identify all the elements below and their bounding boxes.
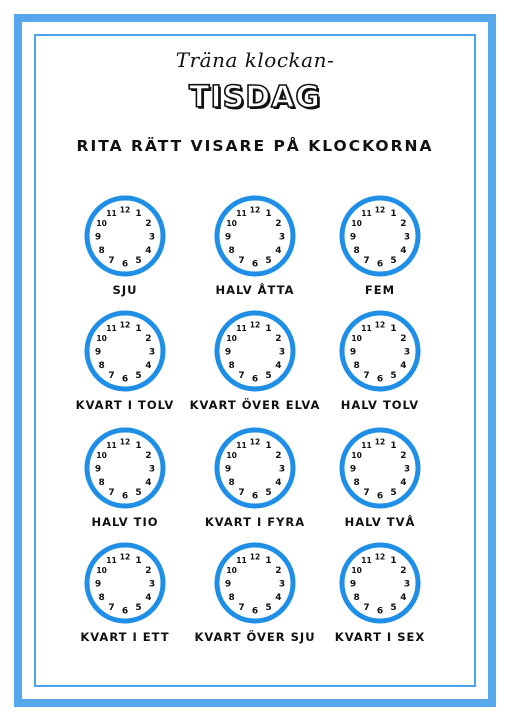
clock-time-label: HALV TOLV <box>340 398 420 412</box>
clock-time-label: KVART I ETT <box>80 630 170 644</box>
clock-number: 7 <box>108 602 115 613</box>
clock-number: 4 <box>400 593 407 603</box>
clock-number: 9 <box>349 347 357 358</box>
clock-number: 1 <box>135 556 142 567</box>
clock-number: 6 <box>121 374 129 385</box>
clock-face[interactable] <box>212 425 298 511</box>
clock-number: 12 <box>374 552 386 562</box>
clock-number: 11 <box>236 556 247 566</box>
clock-number: 5 <box>265 255 272 266</box>
clock-number: 2 <box>145 451 152 461</box>
clock-number: 12 <box>249 552 261 562</box>
clock-number: 1 <box>390 209 397 220</box>
clock-face[interactable] <box>337 193 423 279</box>
clock-number: 2 <box>400 219 407 229</box>
clock-number: 7 <box>238 255 245 266</box>
clock-number: 1 <box>135 441 142 452</box>
clock-number: 6 <box>376 259 384 270</box>
day-title: TISDAG <box>189 80 321 115</box>
clock-number: 10 <box>226 334 237 343</box>
clock-face[interactable] <box>337 540 423 626</box>
clock-number: 12 <box>249 320 261 330</box>
clock-number: 11 <box>236 324 247 334</box>
clock-number: 9 <box>224 464 232 475</box>
clock-number: 8 <box>228 593 235 603</box>
clock-number: 8 <box>228 478 235 488</box>
clock-number: 2 <box>145 219 152 229</box>
clock-face[interactable] <box>212 193 298 279</box>
clock-number: 5 <box>135 487 142 498</box>
clock-number: 10 <box>226 566 237 575</box>
clock-number: 4 <box>275 593 282 603</box>
clock-number: 3 <box>148 464 156 475</box>
clock-number: 3 <box>278 347 286 358</box>
clock-number: 5 <box>390 487 397 498</box>
clock-number: 9 <box>349 464 357 475</box>
clock-number: 10 <box>96 219 107 228</box>
clock-number: 6 <box>121 491 129 502</box>
clock-number: 4 <box>275 361 282 371</box>
clock-time-label: HALV TVÅ <box>344 515 416 529</box>
clock-number: 11 <box>361 441 372 451</box>
clock-number: 7 <box>363 602 370 613</box>
clock-number: 2 <box>400 451 407 461</box>
clock-number: 3 <box>403 579 411 590</box>
clock-number: 5 <box>265 370 272 381</box>
clock-number: 2 <box>145 334 152 344</box>
clock-number: 9 <box>224 579 232 590</box>
clock-number: 4 <box>400 478 407 488</box>
clock-number: 10 <box>226 451 237 460</box>
clock-number: 11 <box>361 324 372 334</box>
clock-face[interactable] <box>82 425 168 511</box>
clock-number: 6 <box>376 374 384 385</box>
clock-number: 6 <box>251 374 259 385</box>
clock-number: 2 <box>400 334 407 344</box>
clock-number: 11 <box>106 556 117 566</box>
clock-number: 7 <box>238 487 245 498</box>
clock-number: 11 <box>361 209 372 219</box>
clock-number: 4 <box>275 478 282 488</box>
clock-face[interactable] <box>212 308 298 394</box>
clock-number: 10 <box>351 334 362 343</box>
instruction-heading: RITA RÄTT VISARE PÅ KLOCKORNA <box>76 137 434 155</box>
clock-number: 5 <box>390 602 397 613</box>
clock-number: 10 <box>96 566 107 575</box>
clock-number: 1 <box>135 324 142 335</box>
clock-number: 2 <box>400 566 407 576</box>
clock-face[interactable] <box>82 308 168 394</box>
clock-number: 10 <box>351 566 362 575</box>
clock-number: 6 <box>376 491 384 502</box>
clock-face[interactable] <box>82 193 168 279</box>
clock-item <box>65 425 185 555</box>
clock-number: 5 <box>390 370 397 381</box>
clock-item <box>195 540 315 670</box>
clock-number: 12 <box>119 320 131 330</box>
clock-number: 11 <box>106 209 117 219</box>
clock-number: 10 <box>96 451 107 460</box>
clock-number: 7 <box>108 255 115 266</box>
clock-number: 9 <box>349 579 357 590</box>
clock-number: 5 <box>135 370 142 381</box>
clock-number: 8 <box>98 478 105 488</box>
clock-time-label: KVART I TOLV <box>75 398 175 412</box>
clock-item <box>195 425 315 555</box>
clock-number: 8 <box>98 246 105 256</box>
clock-number: 8 <box>98 593 105 603</box>
clock-number: 8 <box>353 593 360 603</box>
clock-number: 2 <box>275 334 282 344</box>
clock-number: 7 <box>363 487 370 498</box>
clock-number: 6 <box>251 606 259 617</box>
clock-face[interactable] <box>337 425 423 511</box>
clock-time-label: FEM <box>364 283 396 297</box>
clock-item <box>320 308 440 438</box>
clock-time-label: HALV TIO <box>91 515 159 529</box>
clock-number: 1 <box>390 324 397 335</box>
clock-item <box>189 308 321 438</box>
clock-item <box>320 193 440 323</box>
clock-number: 9 <box>94 347 102 358</box>
clock-number: 5 <box>390 255 397 266</box>
clock-number: 9 <box>224 347 232 358</box>
clock-item <box>195 193 315 323</box>
clock-number: 8 <box>353 478 360 488</box>
clock-number: 12 <box>119 552 131 562</box>
clock-number: 12 <box>374 320 386 330</box>
clock-number: 10 <box>351 451 362 460</box>
clock-number: 9 <box>224 232 232 243</box>
clock-number: 12 <box>249 205 261 215</box>
clock-number: 3 <box>278 464 286 475</box>
clock-face[interactable] <box>212 540 298 626</box>
clock-number: 6 <box>376 606 384 617</box>
clock-number: 4 <box>400 361 407 371</box>
clock-number: 5 <box>265 602 272 613</box>
clock-number: 8 <box>228 361 235 371</box>
clock-number: 2 <box>275 451 282 461</box>
clock-item <box>320 540 440 670</box>
clock-number: 5 <box>135 255 142 266</box>
clock-number: 11 <box>361 556 372 566</box>
clock-time-label: KVART ÖVER ELVA <box>189 398 321 412</box>
clock-number: 1 <box>265 441 272 452</box>
clock-number: 3 <box>148 232 156 243</box>
clock-time-label: HALV ÅTTA <box>215 283 295 297</box>
clock-number: 1 <box>265 324 272 335</box>
clock-number: 9 <box>349 232 357 243</box>
clock-time-label: SJU <box>112 283 138 297</box>
clock-number: 5 <box>265 487 272 498</box>
clock-number: 1 <box>135 209 142 220</box>
clock-number: 4 <box>145 361 152 371</box>
clock-face[interactable] <box>82 540 168 626</box>
clock-item <box>65 540 185 670</box>
clock-time-label: KVART I FYRA <box>204 515 306 529</box>
clock-number: 12 <box>249 437 261 447</box>
clock-number: 9 <box>94 464 102 475</box>
clock-number: 11 <box>106 441 117 451</box>
clock-number: 3 <box>148 347 156 358</box>
clock-number: 12 <box>119 205 131 215</box>
clock-face[interactable] <box>337 308 423 394</box>
clock-number: 7 <box>363 370 370 381</box>
clock-number: 3 <box>278 579 286 590</box>
clock-number: 12 <box>374 437 386 447</box>
clock-number: 4 <box>400 246 407 256</box>
clock-time-label: KVART ÖVER SJU <box>194 630 316 644</box>
clock-number: 8 <box>228 246 235 256</box>
clock-number: 1 <box>265 209 272 220</box>
clock-number: 7 <box>363 255 370 266</box>
clock-time-label: KVART I SEX <box>334 630 426 644</box>
clock-number: 10 <box>351 219 362 228</box>
clock-number: 2 <box>275 219 282 229</box>
clock-number: 11 <box>236 441 247 451</box>
clock-number: 10 <box>96 334 107 343</box>
clock-number: 7 <box>108 370 115 381</box>
clock-number: 11 <box>106 324 117 334</box>
clock-number: 1 <box>390 441 397 452</box>
clock-number: 12 <box>119 437 131 447</box>
clock-item <box>65 308 185 438</box>
clock-number: 5 <box>135 602 142 613</box>
clock-item <box>65 193 185 323</box>
clock-number: 4 <box>145 246 152 256</box>
clock-number: 8 <box>353 246 360 256</box>
clock-number: 9 <box>94 232 102 243</box>
clock-item <box>320 425 440 555</box>
clock-number: 12 <box>374 205 386 215</box>
worksheet-subtitle: Träna klockan- <box>175 48 335 72</box>
clock-number: 3 <box>278 232 286 243</box>
clock-number: 2 <box>145 566 152 576</box>
clock-number: 1 <box>390 556 397 567</box>
clock-number: 7 <box>108 487 115 498</box>
clock-number: 4 <box>145 593 152 603</box>
clock-number: 6 <box>251 259 259 270</box>
clock-number: 4 <box>145 478 152 488</box>
clock-number: 3 <box>403 232 411 243</box>
clock-number: 7 <box>238 602 245 613</box>
clock-number: 1 <box>265 556 272 567</box>
clock-number: 3 <box>403 464 411 475</box>
clock-number: 7 <box>238 370 245 381</box>
clock-number: 6 <box>121 606 129 617</box>
clock-number: 6 <box>251 491 259 502</box>
clock-number: 8 <box>353 361 360 371</box>
clock-number: 3 <box>148 579 156 590</box>
clock-number: 9 <box>94 579 102 590</box>
clock-number: 2 <box>275 566 282 576</box>
clock-number: 6 <box>121 259 129 270</box>
clock-number: 8 <box>98 361 105 371</box>
clock-number: 10 <box>226 219 237 228</box>
clock-number: 3 <box>403 347 411 358</box>
clock-number: 4 <box>275 246 282 256</box>
clock-number: 11 <box>236 209 247 219</box>
